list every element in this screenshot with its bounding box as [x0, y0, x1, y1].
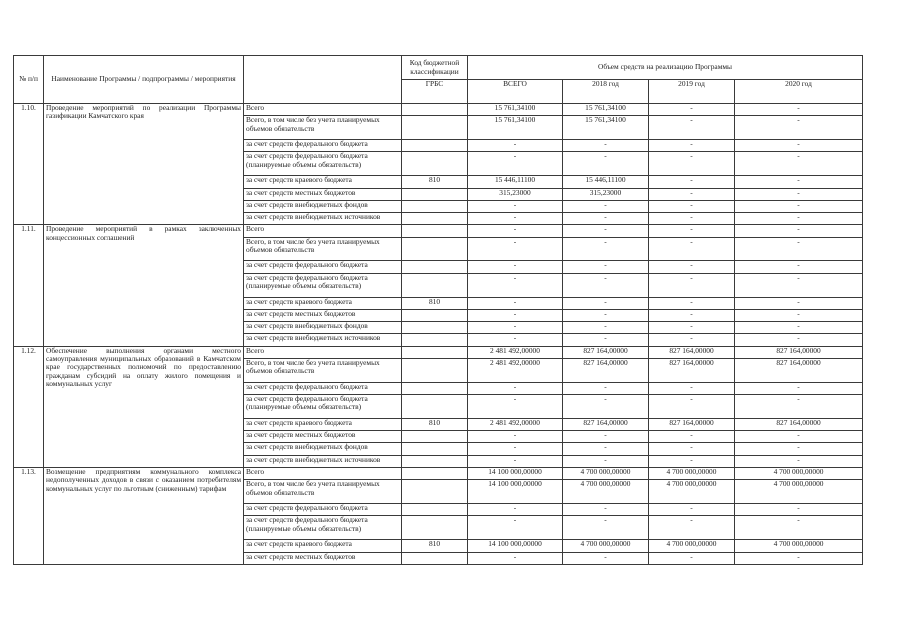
- grbs-code: [402, 200, 468, 212]
- value-2019: -: [649, 237, 735, 261]
- funding-source: за счет средств федерального бюджета (планируемые объемы обязательств): [244, 273, 402, 297]
- value-2019: -: [649, 188, 735, 200]
- row-number: 1.12.: [14, 346, 44, 467]
- funding-source: за счет средств местных бюджетов: [244, 309, 402, 321]
- value-2020: 827 164,00000: [735, 418, 863, 430]
- value-total: -: [468, 552, 563, 564]
- value-2020: -: [735, 237, 863, 261]
- value-2020: -: [735, 395, 863, 419]
- budget-table: [13, 55, 863, 565]
- grbs-code: [402, 468, 468, 480]
- value-2018: 15 446,11100: [563, 176, 649, 188]
- value-2018: -: [563, 516, 649, 540]
- funding-source: за счет средств внебюджетных источников: [244, 455, 402, 467]
- value-total: -: [468, 225, 563, 237]
- value-2019: 827 164,00000: [649, 346, 735, 358]
- value-2019: -: [649, 443, 735, 455]
- funding-source: за счет средств краевого бюджета: [244, 418, 402, 430]
- measure-name: Проведение мероприятий по реализации Программы газификации Камчатского края: [44, 104, 244, 225]
- table-body: [14, 104, 863, 565]
- table-row: [14, 468, 863, 480]
- measure-name: Возмещение предприятиям коммунального комплекса недополученных доходов в связи с оказанием потребителям коммунальных услуг по льготным (сниженным) тарифам: [44, 468, 244, 565]
- value-2018: 827 164,00000: [563, 358, 649, 382]
- value-2019: -: [649, 516, 735, 540]
- grbs-code: [402, 480, 468, 504]
- value-2020: 827 164,00000: [735, 358, 863, 382]
- value-2018: -: [563, 261, 649, 273]
- value-total: 315,23000: [468, 188, 563, 200]
- row-number: 1.13.: [14, 468, 44, 565]
- value-2020: -: [735, 140, 863, 152]
- value-2018: -: [563, 200, 649, 212]
- funding-source: Всего, в том числе без учета планируемых объемов обязательств: [244, 480, 402, 504]
- value-2020: 4 700 000,00000: [735, 540, 863, 552]
- value-total: 14 100 000,00000: [468, 540, 563, 552]
- funding-source: за счет средств федерального бюджета: [244, 504, 402, 516]
- value-2019: -: [649, 152, 735, 176]
- value-2019: -: [649, 431, 735, 443]
- funding-source: за счет средств внебюджетных источников: [244, 334, 402, 346]
- value-total: -: [468, 237, 563, 261]
- value-2019: -: [649, 200, 735, 212]
- grbs-code: [402, 188, 468, 200]
- grbs-code: [402, 382, 468, 394]
- funding-source: Всего: [244, 468, 402, 480]
- value-2018: 827 164,00000: [563, 346, 649, 358]
- table-row: [14, 104, 863, 116]
- value-2018: -: [563, 152, 649, 176]
- value-2019: -: [649, 273, 735, 297]
- value-2020: -: [735, 273, 863, 297]
- value-2018: -: [563, 504, 649, 516]
- funding-source: за счет средств краевого бюджета: [244, 297, 402, 309]
- value-total: 14 100 000,00000: [468, 480, 563, 504]
- value-total: -: [468, 334, 563, 346]
- grbs-code: [402, 116, 468, 140]
- value-total: -: [468, 140, 563, 152]
- measure-name: Проведение мероприятий в рамках заключенных концессионных соглашений: [44, 225, 244, 346]
- header-2020: 2020 год: [735, 80, 863, 104]
- value-2020: 4 700 000,00000: [735, 480, 863, 504]
- grbs-code: [402, 504, 468, 516]
- value-total: -: [468, 382, 563, 394]
- measure-name: Обеспечение выполнения органами местного самоуправления муниципальных образований в Камчатском крае государственных полномочий по предоставлению гражданам субсидий на оплату жилого помещения и коммунальных услуг: [44, 346, 244, 467]
- value-total: -: [468, 261, 563, 273]
- value-total: 15 761,34100: [468, 104, 563, 116]
- value-2018: -: [563, 237, 649, 261]
- grbs-code: [402, 104, 468, 116]
- value-2018: -: [563, 443, 649, 455]
- funding-source: Всего, в том числе без учета планируемых объемов обязательств: [244, 116, 402, 140]
- value-total: -: [468, 297, 563, 309]
- value-total: -: [468, 200, 563, 212]
- grbs-code: [402, 431, 468, 443]
- header-source: [244, 56, 402, 104]
- value-2018: -: [563, 309, 649, 321]
- header-name: Наименование Программы / подпрограммы / мероприятия: [44, 56, 244, 104]
- grbs-code: [402, 261, 468, 273]
- header-2019: 2019 год: [649, 80, 735, 104]
- funding-source: за счет средств внебюджетных фондов: [244, 322, 402, 334]
- value-2020: 4 700 000,00000: [735, 468, 863, 480]
- grbs-code: [402, 213, 468, 225]
- funding-source: за счет средств краевого бюджета: [244, 540, 402, 552]
- funding-source: за счет средств федерального бюджета: [244, 261, 402, 273]
- value-2018: -: [563, 225, 649, 237]
- value-total: -: [468, 504, 563, 516]
- grbs-code: [402, 516, 468, 540]
- header-grbs: ГРБС: [402, 80, 468, 104]
- grbs-code: 810: [402, 297, 468, 309]
- value-2019: -: [649, 334, 735, 346]
- header-total: ВСЕГО: [468, 80, 563, 104]
- value-2018: 827 164,00000: [563, 418, 649, 430]
- value-2019: 827 164,00000: [649, 418, 735, 430]
- funding-source: Всего: [244, 225, 402, 237]
- funding-source: за счет средств местных бюджетов: [244, 431, 402, 443]
- value-2019: 4 700 000,00000: [649, 480, 735, 504]
- value-2020: -: [735, 431, 863, 443]
- value-2018: -: [563, 334, 649, 346]
- value-2018: -: [563, 213, 649, 225]
- value-2020: -: [735, 443, 863, 455]
- funding-source: за счет средств краевого бюджета: [244, 176, 402, 188]
- grbs-code: [402, 237, 468, 261]
- value-2020: -: [735, 188, 863, 200]
- value-2020: 827 164,00000: [735, 346, 863, 358]
- funding-source: Всего: [244, 346, 402, 358]
- value-total: -: [468, 152, 563, 176]
- value-2020: -: [735, 552, 863, 564]
- grbs-code: [402, 322, 468, 334]
- funding-source: за счет средств федерального бюджета (планируемые объемы обязательств): [244, 516, 402, 540]
- value-2020: -: [735, 504, 863, 516]
- value-total: 2 481 492,00000: [468, 418, 563, 430]
- value-2018: 4 700 000,00000: [563, 480, 649, 504]
- value-2018: -: [563, 140, 649, 152]
- value-total: -: [468, 322, 563, 334]
- value-2020: -: [735, 382, 863, 394]
- value-total: -: [468, 455, 563, 467]
- table-row: [14, 346, 863, 358]
- value-2019: 4 700 000,00000: [649, 540, 735, 552]
- value-total: 2 481 492,00000: [468, 358, 563, 382]
- funding-source: за счет средств федерального бюджета: [244, 382, 402, 394]
- value-2018: 4 700 000,00000: [563, 540, 649, 552]
- value-2018: 4 700 000,00000: [563, 468, 649, 480]
- funding-source: за счет средств внебюджетных фондов: [244, 200, 402, 212]
- value-2020: -: [735, 213, 863, 225]
- funding-source: Всего, в том числе без учета планируемых объемов обязательств: [244, 358, 402, 382]
- value-total: 15 446,11100: [468, 176, 563, 188]
- funding-source: Всего, в том числе без учета планируемых объемов обязательств: [244, 237, 402, 261]
- value-2018: -: [563, 273, 649, 297]
- value-total: -: [468, 395, 563, 419]
- grbs-code: [402, 346, 468, 358]
- value-2020: -: [735, 200, 863, 212]
- value-2020: -: [735, 334, 863, 346]
- funding-source: за счет средств местных бюджетов: [244, 188, 402, 200]
- header-2018: 2018 год: [563, 80, 649, 104]
- header-volume: Объем средств на реализацию Программы: [468, 56, 863, 80]
- funding-source: за счет средств внебюджетных источников: [244, 213, 402, 225]
- grbs-code: [402, 334, 468, 346]
- value-2019: -: [649, 395, 735, 419]
- value-2019: -: [649, 225, 735, 237]
- grbs-code: [402, 395, 468, 419]
- value-total: -: [468, 273, 563, 297]
- grbs-code: [402, 552, 468, 564]
- funding-source: за счет средств федерального бюджета: [244, 140, 402, 152]
- value-2020: -: [735, 322, 863, 334]
- header-kbk: Код бюджетной классификации: [402, 56, 468, 80]
- value-2019: -: [649, 504, 735, 516]
- value-2018: -: [563, 395, 649, 419]
- value-2018: 315,23000: [563, 188, 649, 200]
- value-2019: -: [649, 297, 735, 309]
- value-2018: -: [563, 322, 649, 334]
- funding-source: за счет средств местных бюджетов: [244, 552, 402, 564]
- value-2020: -: [735, 225, 863, 237]
- value-2019: -: [649, 213, 735, 225]
- grbs-code: [402, 309, 468, 321]
- value-total: -: [468, 443, 563, 455]
- value-total: -: [468, 309, 563, 321]
- value-total: -: [468, 213, 563, 225]
- funding-source: за счет средств внебюджетных фондов: [244, 443, 402, 455]
- value-2018: -: [563, 455, 649, 467]
- grbs-code: [402, 358, 468, 382]
- value-2020: -: [735, 261, 863, 273]
- value-total: -: [468, 431, 563, 443]
- grbs-code: 810: [402, 418, 468, 430]
- grbs-code: [402, 455, 468, 467]
- value-2018: -: [563, 552, 649, 564]
- value-2020: -: [735, 297, 863, 309]
- value-2019: -: [649, 261, 735, 273]
- value-2019: -: [649, 455, 735, 467]
- grbs-code: [402, 443, 468, 455]
- value-2018: 15 761,34100: [563, 116, 649, 140]
- value-2018: -: [563, 297, 649, 309]
- value-2020: -: [735, 152, 863, 176]
- value-2018: -: [563, 431, 649, 443]
- value-2019: -: [649, 309, 735, 321]
- value-2019: -: [649, 116, 735, 140]
- value-2018: -: [563, 382, 649, 394]
- value-2019: 4 700 000,00000: [649, 468, 735, 480]
- funding-source: за счет средств федерального бюджета (планируемые объемы обязательств): [244, 152, 402, 176]
- grbs-code: 810: [402, 176, 468, 188]
- value-2019: -: [649, 104, 735, 116]
- value-2019: -: [649, 382, 735, 394]
- value-2020: -: [735, 516, 863, 540]
- value-2019: 827 164,00000: [649, 358, 735, 382]
- value-2020: -: [735, 104, 863, 116]
- value-2020: -: [735, 176, 863, 188]
- header-num: № п/п: [14, 56, 44, 104]
- value-2019: -: [649, 140, 735, 152]
- value-2018: 15 761,34100: [563, 104, 649, 116]
- value-2020: -: [735, 455, 863, 467]
- value-2019: -: [649, 552, 735, 564]
- value-2020: -: [735, 309, 863, 321]
- value-2019: -: [649, 176, 735, 188]
- row-number: 1.10.: [14, 104, 44, 225]
- value-total: 15 761,34100: [468, 116, 563, 140]
- value-2019: -: [649, 322, 735, 334]
- funding-source: за счет средств федерального бюджета (планируемые объемы обязательств): [244, 395, 402, 419]
- grbs-code: [402, 152, 468, 176]
- grbs-code: 810: [402, 540, 468, 552]
- value-2020: -: [735, 116, 863, 140]
- value-total: -: [468, 516, 563, 540]
- funding-source: Всего: [244, 104, 402, 116]
- table-row: [14, 225, 863, 237]
- grbs-code: [402, 140, 468, 152]
- row-number: 1.11.: [14, 225, 44, 346]
- grbs-code: [402, 273, 468, 297]
- value-total: 2 481 492,00000: [468, 346, 563, 358]
- value-total: 14 100 000,00000: [468, 468, 563, 480]
- grbs-code: [402, 225, 468, 237]
